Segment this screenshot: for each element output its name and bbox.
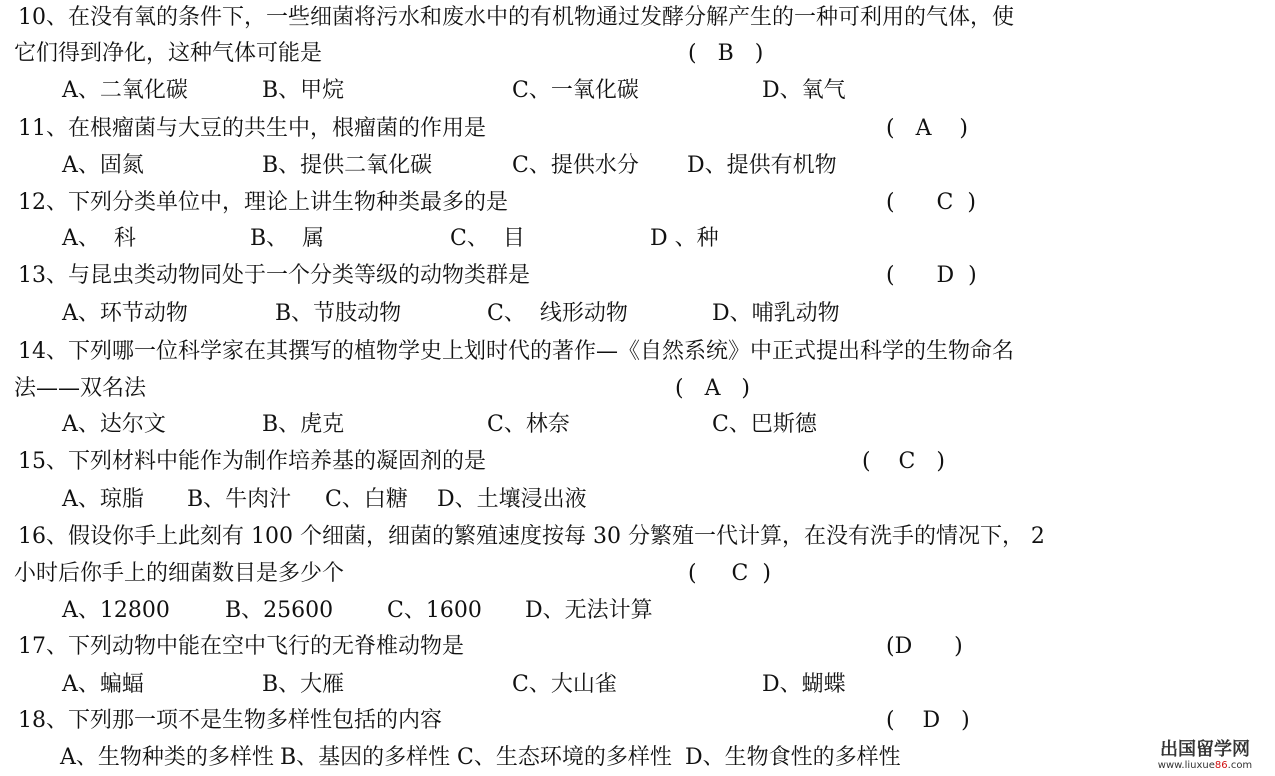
watermark-title: 出国留学网 bbox=[1160, 739, 1250, 760]
q13-option-d: D、哺乳动物 bbox=[712, 301, 840, 326]
q13-option-b: B、节肢动物 bbox=[275, 301, 402, 326]
q16-option-c: C、1600 bbox=[387, 598, 482, 623]
q18-option-c: C、生态环境的多样性 bbox=[457, 745, 672, 770]
q14-line1: 14、下列哪一位科学家在其撰写的植物学史上划时代的著作—《自然系统》中正式提出科学的生物命名 bbox=[4, 339, 1014, 364]
q13-line1: 13、与昆虫类动物同处于一个分类等级的动物类群是 bbox=[4, 263, 530, 288]
q12-line1: 12、下列分类单位中，理论上讲生物种类最多的是 bbox=[4, 190, 508, 215]
q12-answer: ( C ) bbox=[886, 190, 976, 215]
watermark-url: www.liuxue86.com bbox=[1157, 760, 1253, 771]
q17-line1: 17、下列动物中能在空中飞行的无脊椎动物是 bbox=[4, 634, 464, 659]
q15-option-d: D、土壤浸出液 bbox=[437, 487, 587, 512]
q11-option-c: C、提供水分 bbox=[512, 153, 639, 178]
q17-answer: (D ) bbox=[886, 634, 963, 659]
q15-option-b: B、牛肉汁 bbox=[187, 487, 292, 512]
q15-option-a: A、琼脂 bbox=[62, 487, 144, 512]
q13-answer: ( D ) bbox=[886, 263, 977, 288]
q16-option-b: B、25600 bbox=[225, 598, 334, 623]
q10-option-d: D、氧气 bbox=[762, 78, 846, 103]
q16-option-a: A、12800 bbox=[62, 598, 170, 623]
q10-line1: 10、在没有氧的条件下，一些细菌将污水和废水中的有机物通过发酵分解产生的一种可利用的气体，使 bbox=[4, 5, 1014, 30]
q15-option-c: C、白糖 bbox=[325, 487, 408, 512]
q14-option-c: C、林奈 bbox=[487, 412, 570, 437]
q16-answer: ( C ) bbox=[688, 561, 771, 586]
watermark-logo bbox=[1145, 740, 1265, 772]
q10-option-c: C、一氧化碳 bbox=[512, 78, 639, 103]
q11-line1: 11、在根瘤菌与大豆的共生中，根瘤菌的作用是 bbox=[4, 116, 486, 141]
q18-option-a: A、生物种类的多样性 bbox=[60, 745, 274, 770]
q10-line2: 它们得到净化，这种气体可能是 bbox=[14, 41, 323, 66]
q14-answer: ( A ) bbox=[675, 376, 751, 401]
q12-option-c: C、 目 bbox=[450, 226, 525, 251]
q14-line2: 法——双名法 bbox=[14, 376, 147, 401]
q18-answer: ( D ) bbox=[886, 708, 970, 733]
q17-option-c: C、大山雀 bbox=[512, 672, 617, 697]
q10-answer: ( B ) bbox=[688, 41, 764, 66]
q18-line1: 18、下列那一项不是生物多样性包括的内容 bbox=[4, 708, 442, 733]
q14-option-b: B、虎克 bbox=[262, 412, 345, 437]
q14-option-a: A、达尔文 bbox=[62, 412, 166, 437]
q13-option-a: A、环节动物 bbox=[62, 301, 188, 326]
q15-line1: 15、下列材料中能作为制作培养基的凝固剂的是 bbox=[4, 449, 486, 474]
q12-option-a: A、 科 bbox=[62, 226, 136, 251]
q16-option-d: D、无法计算 bbox=[525, 598, 653, 623]
q18-option-d: D、生物食性的多样性 bbox=[685, 745, 901, 770]
q12-option-d: D 、种 bbox=[650, 226, 719, 251]
q15-answer: ( C ) bbox=[862, 449, 945, 474]
q13-option-c: C、 线形动物 bbox=[487, 301, 628, 326]
q10-option-b: B、甲烷 bbox=[262, 78, 345, 103]
q11-option-a: A、固氮 bbox=[62, 153, 144, 178]
q16-line1: 16、假设你手上此刻有 100 个细菌，细菌的繁殖速度按每 30 分繁殖一代计算，在没有洗手的情况下， 2 bbox=[4, 524, 1045, 549]
q16-line2: 小时后你手上的细菌数目是多少个 bbox=[14, 561, 345, 586]
q10-option-a: A、二氧化碳 bbox=[62, 78, 188, 103]
q17-option-a: A、蝙蝠 bbox=[62, 672, 144, 697]
q11-option-d: D、提供有机物 bbox=[687, 153, 837, 178]
q11-option-b: B、提供二氧化碳 bbox=[262, 153, 433, 178]
q11-answer: ( A ) bbox=[886, 116, 969, 141]
q18-option-b: B、基因的多样性 bbox=[280, 745, 451, 770]
q17-option-b: B、大雁 bbox=[262, 672, 345, 697]
q14-option-d: C、巴斯德 bbox=[712, 412, 817, 437]
q12-option-b: B、 属 bbox=[250, 226, 325, 251]
q17-option-d: D、蝴蝶 bbox=[762, 672, 846, 697]
